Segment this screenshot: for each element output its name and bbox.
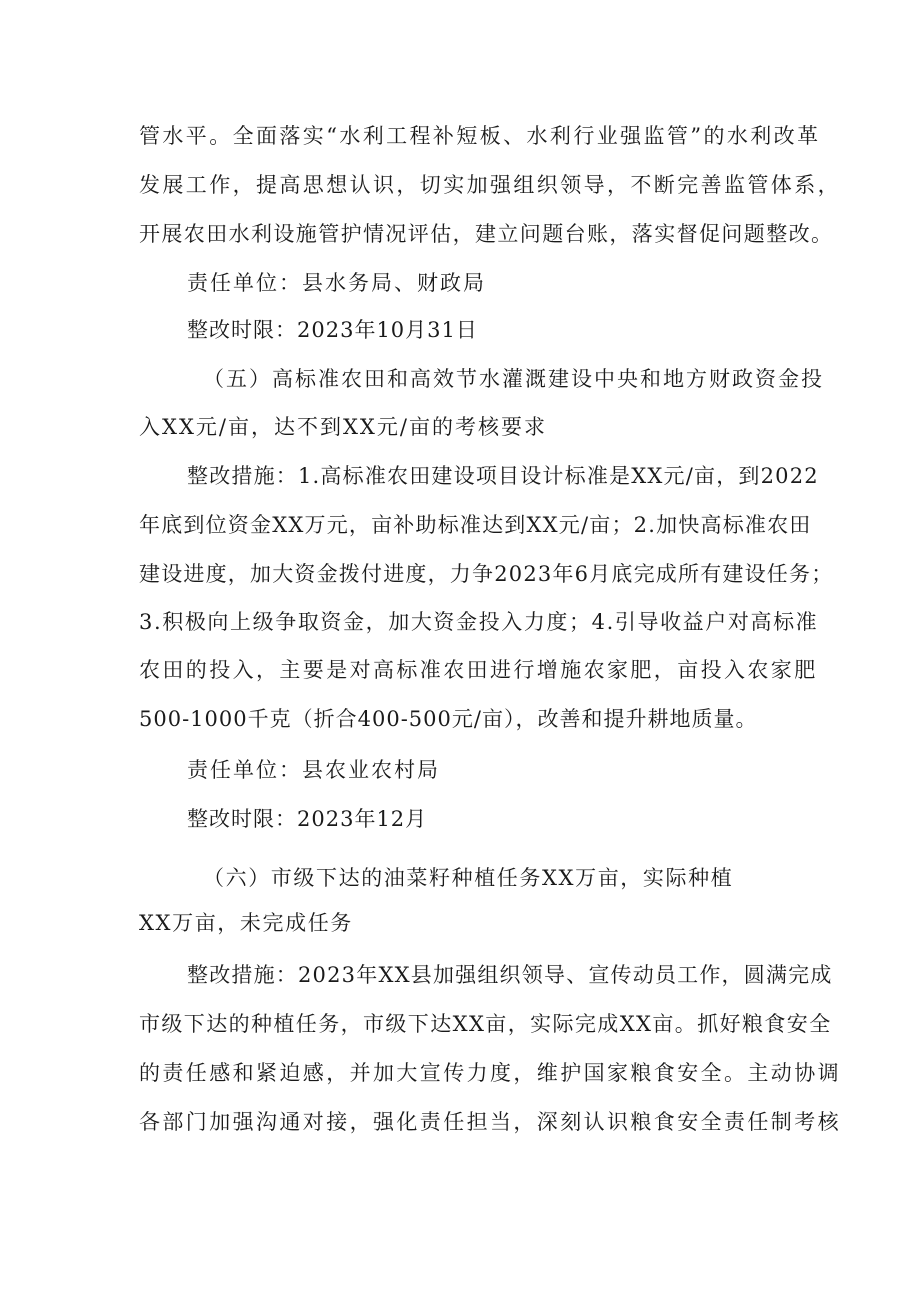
deadline-2: 整改时限：2023年12月 (187, 807, 428, 831)
measures-5-line-3: 建设进度，加大资金拨付进度，力争2023年6月底完成所有建设任务； (139, 562, 834, 586)
measures-6-line-2: 市级下达的种植任务，市级下达XX亩，实际完成XX亩。抓好粮食安全 (139, 1012, 832, 1036)
measures-5-line-2: 年底到位资金XX万元，亩补助标准达到XX元/亩；2.加快高标准农田 (139, 513, 812, 537)
measures-5-line-1: 整改措施：1.高标准农田建设项目设计标准是XX元/亩，到2022 (187, 464, 819, 488)
text-line-3: 开展农田水利设施管护情况评估，建立问题台账，落实督促问题整改。 (139, 222, 834, 246)
measures-6-line-4: 各部门加强沟通对接，强化责任担当，深刻认识粮食安全责任制考核 (139, 1110, 841, 1134)
responsible-unit-1: 责任单位：县水务局、财政局 (187, 271, 486, 295)
deadline-1: 整改时限：2023年10月31日 (187, 318, 478, 342)
section-heading-5: （五）高标准农田和高效节水灌溉建设中央和地方财政资金投 (203, 367, 824, 391)
measures-6-line-3: 的责任感和紧迫感，并加大宣传力度，维护国家粮食安全。主动协调 (139, 1061, 841, 1085)
measures-5-line-6: 500-1000千克（折合400-500元/亩），改善和提升耕地质量。 (139, 707, 758, 731)
measures-5-line-4: 3.积极向上级争取资金，加大资金投入力度；4.引导收益户对高标准 (139, 610, 819, 634)
measures-5-line-5: 农田的投入，主要是对高标准农田进行增施农家肥，亩投入农家肥 (139, 658, 818, 682)
section-heading-6-cont: XX万亩，未完成任务 (139, 911, 353, 935)
responsible-unit-2: 责任单位：县农业农村局 (187, 758, 440, 782)
text-line-1: 管水平。全面落实“水利工程补短板、水利行业强监管”的水利改革 (139, 124, 821, 148)
section-heading-5-cont: 入XX元/亩，达不到XX元/亩的考核要求 (139, 415, 547, 439)
text-line-2: 发展工作，提高思想认识，切实加强组织领导，不断完善监管体系， (139, 173, 841, 197)
section-heading-6: （六）市级下达的油菜籽种植任务XX万亩，实际种植 (203, 866, 734, 890)
measures-6-line-1: 整改措施：2023年XX县加强组织领导、宣传动员工作，圆满完成 (187, 963, 833, 987)
